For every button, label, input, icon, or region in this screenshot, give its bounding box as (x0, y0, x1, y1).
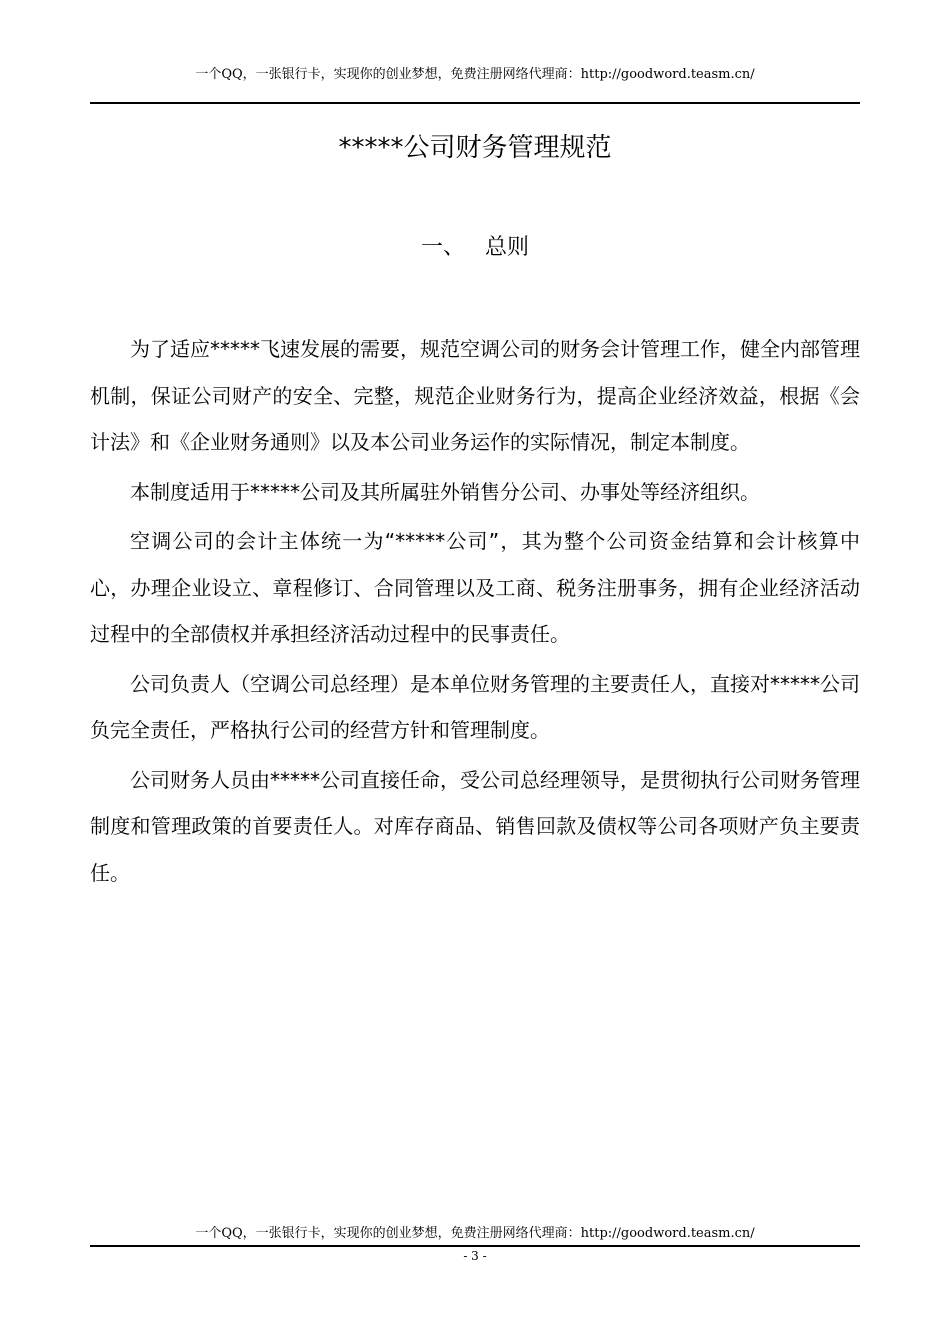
page-header-text: 一个QQ，一张银行卡，实现你的创业梦想，免费注册网络代理商：http://goodword.teasm.cn/ (195, 67, 755, 82)
section-number: 一、 (420, 235, 465, 260)
paragraph: 公司负责人（空调公司总经理）是本单位财务管理的主要责任人，直接对*****公司负完全责任，严格执行公司的经营方针和管理制度。 (90, 671, 860, 742)
paragraph: 空调公司的会计主体统一为“*****公司”，其为整个公司资金结算和会计核算中心，办理企业设立、章程修订、合同管理以及工商、税务注册事务，拥有企业经济活动过程中的全部债权并承担经济活动过程中的民事责任。 (90, 529, 860, 646)
paragraph: 本制度适用于*****公司及其所属驻外销售分公司、办事处等经济组织。 (130, 479, 760, 504)
document-title: *****公司财务管理规范 (338, 133, 612, 163)
footer-divider (90, 1245, 860, 1247)
section-title: 总则 (485, 235, 530, 260)
section-heading (0, 230, 950, 266)
page-footer-text: 一个QQ，一张银行卡，实现你的创业梦想，免费注册网络代理商：http://goodword.teasm.cn/ (195, 1226, 755, 1241)
paragraph: 公司财务人员由*****公司直接任命，受公司总经理领导，是贯彻执行公司财务管理制度和管理政策的首要责任人。对库存商品、销售回款及债权等公司各项财产负主要责任。 (90, 767, 860, 885)
paragraph: 为了适应*****飞速发展的需要，规范空调公司的财务会计管理工作，健全内部管理机制，保证公司财产的安全、完整，规范企业财务行为，提高企业经济效益，根据《会计法》和《企业财务通则》以及本公司业务运作的实际情况，制定本制度。 (90, 337, 860, 454)
header-divider (90, 102, 860, 104)
document-body (90, 326, 860, 899)
page-number: - 3 - (463, 1249, 487, 1263)
